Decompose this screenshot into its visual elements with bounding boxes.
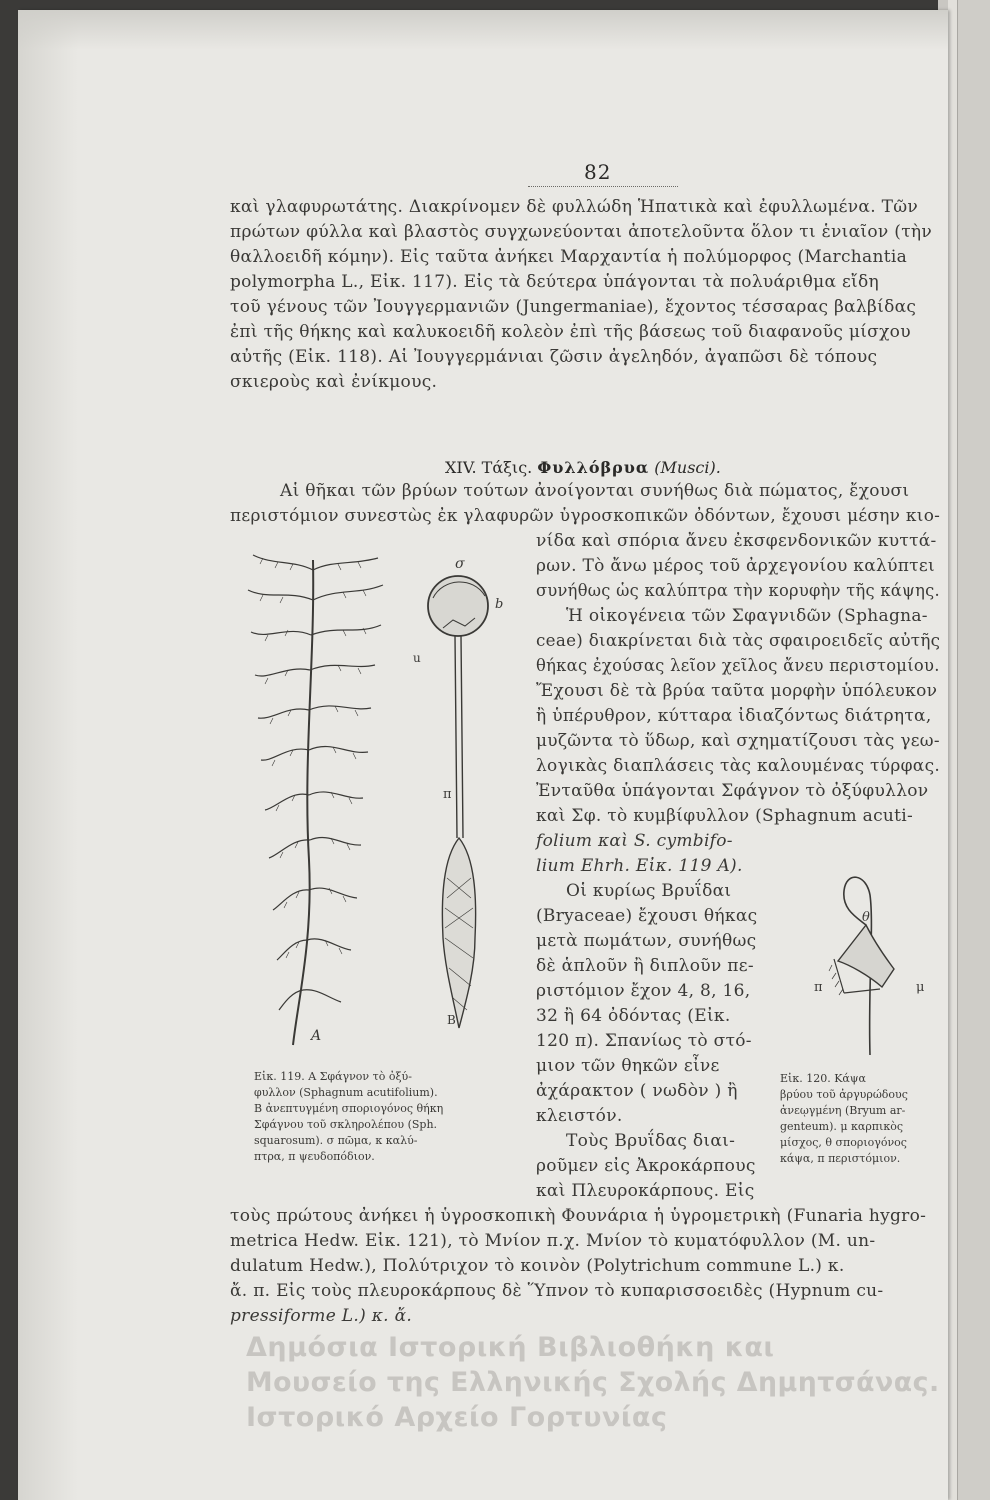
caption-line: ἀνεῳγμένη (Bryum ar- bbox=[780, 1104, 906, 1117]
text-line: 32 ἢ 64 ὀδόντας (Εἰκ. bbox=[536, 1006, 731, 1026]
text-line: lium Ehrh. Εἰκ. 119 A). bbox=[536, 856, 743, 876]
text-line: μετὰ πωμάτων, συνήθως bbox=[536, 931, 757, 951]
caption-line: πτρα, π ψευδοπόδιον. bbox=[254, 1150, 375, 1163]
sphagnum-plant-illustration bbox=[243, 540, 393, 1050]
figure-label: B bbox=[447, 1013, 456, 1027]
text-line: λογικὰς διαπλάσεις τὰς καλουμένας τύρφας. bbox=[536, 756, 941, 776]
figure-label: θ bbox=[862, 910, 870, 925]
figure-label: π bbox=[443, 787, 452, 802]
caption-line: Εἰκ. 120. Κάψα bbox=[780, 1072, 866, 1085]
text-line: 120 π). Σπανίως τὸ στό- bbox=[536, 1031, 752, 1051]
text-line: Ἡ οἰκογένεια τῶν Σφαγνιδῶν (Sphagna- bbox=[566, 606, 928, 626]
text-line: ceae) διακρίνεται διὰ τὰς σφαιροειδεῖς αὐτῆς bbox=[536, 631, 941, 651]
text-line: Αἱ θῆκαι τῶν βρύων τούτων ἀνοίγονται συνήθως διὰ πώματος, ἔχουσι bbox=[280, 481, 910, 501]
library-watermark: Δημόσια Ιστορική Βιβλιοθήκη και bbox=[246, 1332, 775, 1363]
text-line: ἢ ὑπέρυθρον, κύτταρα ἰδιαζόντως διάτρητα, bbox=[536, 706, 932, 726]
text-line: dulatum Hedw.), Πολύτριχον τὸ κοινὸν (Polytrichum commune L.) κ. bbox=[230, 1256, 845, 1276]
text-line: Οἱ κυρίως Βρυΐδαι bbox=[566, 881, 732, 901]
caption-line: Σφάγνου τοῦ σκληρολέπου (Sph. bbox=[254, 1118, 438, 1131]
section-heading bbox=[445, 458, 721, 477]
sphagnum-capsule-illustration bbox=[413, 558, 523, 1038]
caption-line: βρύου τοῦ ἀργυρώδους bbox=[780, 1088, 908, 1101]
caption-line: squarosum). σ πῶμα, κ καλύ- bbox=[254, 1134, 418, 1147]
caption-line: genteum). μ καρπικὸς bbox=[780, 1120, 903, 1133]
heading-prefix: XIV. Τάξις. bbox=[445, 458, 533, 477]
text-line: ἀχάρακτον ( νωδὸν ) ἢ bbox=[536, 1081, 738, 1101]
figure-label: μ bbox=[916, 980, 925, 995]
book-page bbox=[18, 10, 948, 1500]
text-line: αὐτῆς (Εἰκ. 118). Αἱ Ἰουγγερμάνιαι ζῶσιν ἀγεληδόν, ἀγαπῶσι δὲ τόπους bbox=[230, 347, 878, 367]
text-line: Τοὺς Βρυΐδας διαι- bbox=[566, 1131, 736, 1151]
caption-line: μίσχος, θ σποριογόνος bbox=[780, 1136, 907, 1149]
figure-label: u bbox=[413, 651, 421, 665]
heading-title: Φυλλόβρυα bbox=[537, 458, 650, 477]
text-line: (Bryaceae) ἔχουσι θήκας bbox=[536, 906, 758, 926]
text-line: καὶ Πλευροκάρπους. Εἰς bbox=[536, 1181, 755, 1201]
figure-label: A bbox=[311, 1028, 322, 1044]
page-number: 82 bbox=[584, 160, 612, 184]
text-line: μιον τῶν θηκῶν εἶνε bbox=[536, 1056, 720, 1076]
text-line: pressiforme L.) κ. ἄ. bbox=[230, 1306, 413, 1326]
heading-latin: (Musci). bbox=[654, 458, 721, 477]
text-line: ροῦμεν εἰς Ἀκροκάρπους bbox=[536, 1156, 756, 1176]
library-watermark: Μουσείο της Ελληνικής Σχολής Δημητσάνας. bbox=[246, 1367, 940, 1398]
text-line: folium καὶ S. cymbifo- bbox=[536, 831, 733, 851]
text-line: θήκας ἐχούσας λεῖον χεῖλος ἄνευ περιστομίου. bbox=[536, 656, 940, 676]
caption-line: Εἰκ. 119. A Σφάγνον τὸ ὀξύ- bbox=[254, 1070, 412, 1083]
gutter-shadow bbox=[18, 10, 78, 1500]
text-line: ἄ. π. Εἰς τοὺς πλευροκάρπους δὲ Ὕπνον τὸ κυπαρισσοειδὲς (Hypnum cu- bbox=[230, 1281, 884, 1301]
page-number-rule bbox=[528, 186, 678, 187]
text-line: ρων. Τὸ ἄνω μέρος τοῦ ἀρχεγονίου καλύπτει bbox=[536, 556, 935, 576]
caption-line: κάψα, π περιστόμιον. bbox=[780, 1152, 901, 1165]
caption-line: B ἀνεπτυγμένη σποριογόνος θήκη bbox=[254, 1102, 444, 1115]
text-line: ριστόμιον ἔχον 4, 8, 16, bbox=[536, 981, 751, 1001]
text-line: Ἐνταῦθα ὑπάγονται Σφάγνον τὸ ὀξύφυλλον bbox=[536, 781, 929, 801]
text-line: σκιεροὺς καὶ ἐνίκμους. bbox=[230, 372, 438, 392]
text-line: καὶ γλαφυρωτάτης. Διακρίνομεν δὲ φυλλώδη Ἡπατικὰ καὶ ἐφυλλωμένα. Τῶν bbox=[230, 197, 919, 217]
text-line: κλειστόν. bbox=[536, 1106, 623, 1126]
figure-label: π bbox=[814, 980, 823, 995]
text-line: πρώτων φύλλα καὶ βλαστὸς συγχωνεύονται ἀποτελοῦντα ὅλον τι ἑνιαῖον (τὴν bbox=[230, 222, 933, 242]
text-line: τοὺς πρώτους ἀνήκει ἡ ὑγροσκοπικὴ Φουνάρια ἡ ὑγρομετρικὴ (Funaria hygro- bbox=[230, 1206, 927, 1226]
text-line: ἐπὶ τῆς θήκης καὶ καλυκοειδῆ κολεὸν ἐπὶ τῆς βάσεως τοῦ διαφανοῦς μίσχου bbox=[230, 322, 911, 342]
text-line: δὲ ἁπλοῦν ἢ διπλοῦν πε- bbox=[536, 956, 754, 976]
text-line: τοῦ γένους τῶν Ἰουγγερμανιῶν (Jungermaniae), ἔχοντος τέσσαρας βαλβίδας bbox=[230, 297, 917, 317]
text-line: μυζῶντα τὸ ὕδωρ, καὶ σχηματίζουσι τὰς γεω- bbox=[536, 731, 940, 751]
library-watermark: Ιστορικό Αρχείο Γορτυνίας bbox=[246, 1402, 668, 1433]
text-line: συνήθως ὡς καλύπτρα τὴν κορυφὴν τῆς κάψης. bbox=[536, 581, 940, 601]
text-line: Ἔχουσι δὲ τὰ βρύα ταῦτα μορφὴν ὑπόλευκον bbox=[536, 681, 938, 701]
text-line: νίδα καὶ σπόρια ἄνευ ἐκσφενδονικῶν κυττά- bbox=[536, 531, 937, 551]
text-line: καὶ Σφ. τὸ κυμβίφυλλον (Sphagnum acuti- bbox=[536, 806, 914, 826]
caption-line: φυλλον (Sphagnum acutifolium). bbox=[254, 1086, 438, 1099]
text-line: metrica Hedw. Εἰκ. 121), τὸ Μνίον π.χ. Μνίον τὸ κυματόφυλλον (M. un- bbox=[230, 1231, 876, 1251]
top-shadow bbox=[18, 10, 948, 50]
text-line: polymorpha L., Εἰκ. 117). Εἰς τὰ δεύτερα ὑπάγονται τὰ πολυάριθμα εἴδη bbox=[230, 272, 880, 292]
figure-label: b bbox=[495, 597, 504, 612]
text-line: περιστόμιον συνεστὼς ἐκ γλαφυρῶν ὑγροσκοπικῶν ὀδόντων, ἔχουσι μέσην κιο- bbox=[230, 506, 941, 526]
bryum-capsule-illustration bbox=[808, 865, 948, 1060]
figure-label: σ bbox=[455, 556, 465, 572]
text-line: θαλλοειδῆ κόμην). Εἰς ταῦτα ἀνήκει Μαρχαντία ἡ πολύμορφος (Marchantia bbox=[230, 247, 908, 267]
